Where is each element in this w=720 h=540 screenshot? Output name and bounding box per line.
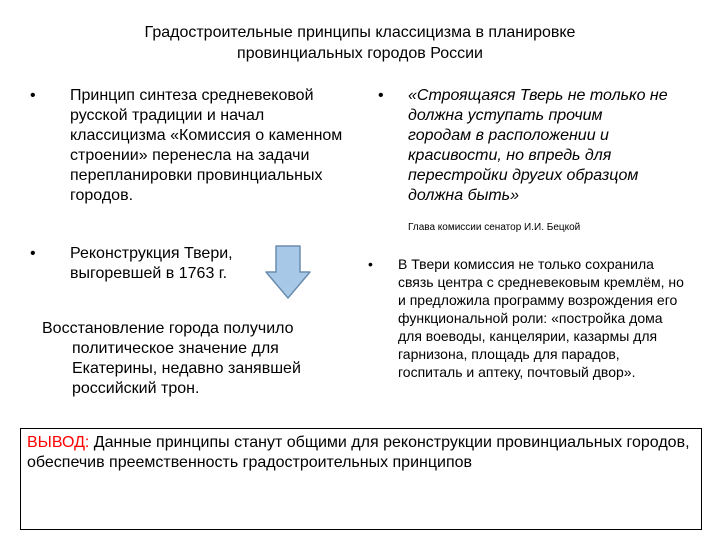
bullet-marker: • [30,245,36,262]
bullet-marker: • [378,87,384,104]
tver-reconstruction-text: Реконструкция Твери, выгоревшей в 1763 г. [70,245,233,282]
slide-title-line-2: провинциальных городов России [237,45,483,62]
down-arrow-shape [266,246,310,298]
slide-title-line-1: Градостроительные принципы классицизма в планировке [144,24,576,41]
bullet-marker: • [30,87,36,104]
bullet-marker: • [368,256,373,272]
down-arrow-icon [264,244,312,300]
tver-quote-text: «Строящаяся Тверь не только не должна уступать прочим городам в расположении и красивости, но впредь для перестройки других образцом должна быть» [408,87,668,204]
restoration-rest: политическое значение для Екатерины, недавно занявшей российский трон. [72,340,301,397]
slide-title [80,22,640,64]
restoration-first-line: Восстановление города получило [42,320,294,337]
conclusion-text: Данные принципы станут общими для реконструкции провинциальных городов, обеспечив преемственность градостроительных принципов [27,434,690,471]
synthesis-principle-text: Принцип синтеза средневековой русской традиции и начал классицизма «Комиссия о каменном строении» перенесла на задачи перепланировки провинциальных городов. [70,87,343,204]
restoration-paragraph [42,319,342,399]
conclusion-box [20,428,702,530]
quote-author: Глава комиссии сенатор И.И. Бецкой [408,222,581,233]
conclusion-label: ВЫВОД: [27,434,90,451]
commission-program-text: В Твери комиссия не только сохранила связь центра с средневековым кремлём, но и предложила программу возрождения его функциональной роли: «постройка дома для воеводы, канцелярии, казармы для гарнизона, площадь для парадов, госпиталь и аптеку, почтовый двор». [398,256,684,380]
